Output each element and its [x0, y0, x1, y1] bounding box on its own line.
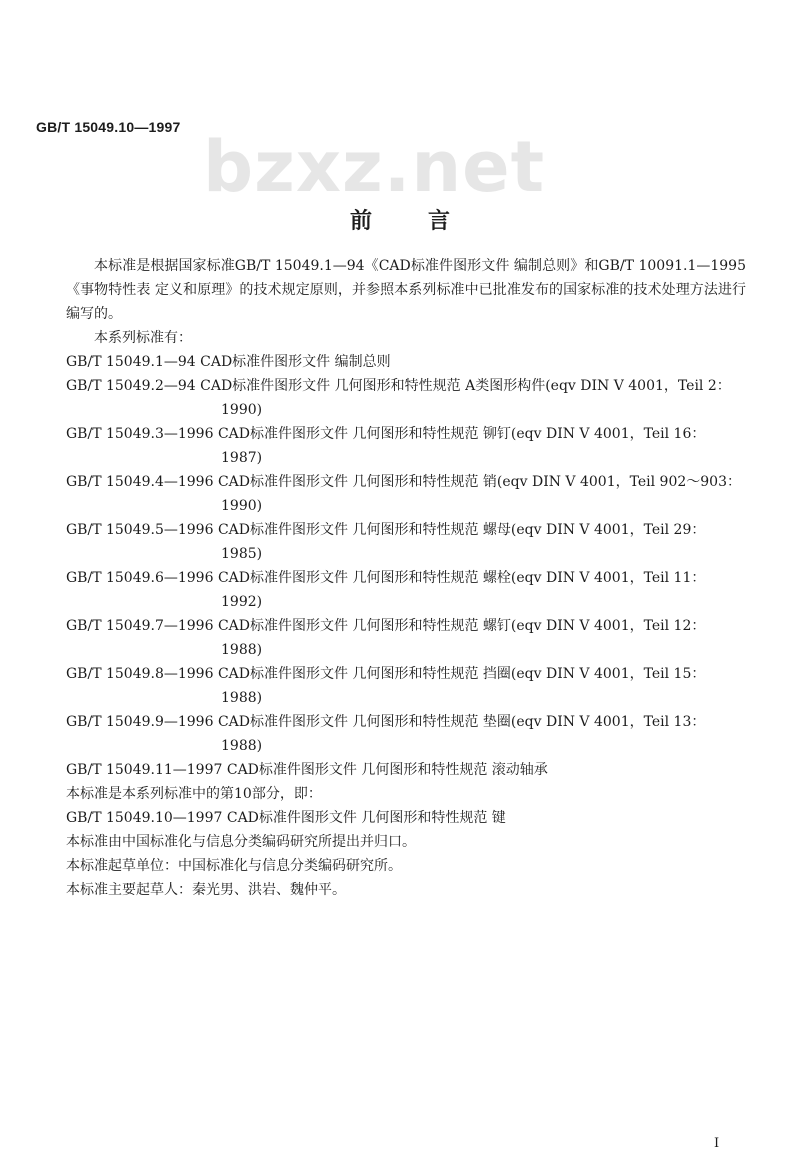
series-intro: 本系列标准有： [94, 330, 192, 346]
proposer-statement: 本标准由中国标准化与信息分类编码研究所提出并归口。 [66, 834, 416, 850]
intro-paragraph: 本标准是根据国家标准GB/T 15049.1—94《CAD标准件图形文件 编制总则》和GB/T 10091.1—1995《事物特性表 定义和原理》的技术规定原则，并参照本系列标准中已批准发布的国家标准的技术处理方法进行编写的。 [66, 258, 746, 322]
foreword-body [66, 254, 746, 902]
series-item: GB/T 15049.6—1996 CAD标准件图形文件 几何图形和特性规范 螺栓(eqv DIN V 4001，Teil 11：1992) [66, 570, 706, 610]
this-part: GB/T 15049.10—1997 CAD标准件图形文件 几何图形和特性规范 键 [66, 810, 506, 826]
standard-code-header: GB/T 15049.10—1997 [36, 119, 181, 135]
page-title: 前言 [349, 209, 506, 234]
series-item: GB/T 15049.1—94 CAD标准件图形文件 编制总则 [66, 354, 391, 370]
drafters-statement: 本标准主要起草人：秦光男、洪岩、魏仲平。 [66, 882, 346, 898]
series-item: GB/T 15049.9—1996 CAD标准件图形文件 几何图形和特性规范 垫圈(eqv DIN V 4001，Teil 13：1988) [66, 714, 706, 754]
part-intro: 本标准是本系列标准中的第10部分，即： [66, 786, 322, 802]
series-item: GB/T 15049.11—1997 CAD标准件图形文件 几何图形和特性规范 滚动轴承 [66, 762, 548, 778]
series-item: GB/T 15049.7—1996 CAD标准件图形文件 几何图形和特性规范 螺钉(eqv DIN V 4001，Teil 12：1988) [66, 618, 706, 658]
series-item: GB/T 15049.4—1996 CAD标准件图形文件 几何图形和特性规范 销(eqv DIN V 4001，Teil 902～903：1990) [66, 474, 741, 514]
series-item: GB/T 15049.2—94 CAD标准件图形文件 几何图形和特性规范 A类图形构件(eqv DIN V 4001，Teil 2：1990) [66, 378, 731, 418]
drafter-unit-statement: 本标准起草单位：中国标准化与信息分类编码研究所。 [66, 858, 402, 874]
series-item: GB/T 15049.5—1996 CAD标准件图形文件 几何图形和特性规范 螺母(eqv DIN V 4001，Teil 29：1985) [66, 522, 706, 562]
watermark: bzxz.net [203, 126, 546, 208]
series-item: GB/T 15049.3—1996 CAD标准件图形文件 几何图形和特性规范 铆钉(eqv DIN V 4001，Teil 16：1987) [66, 426, 706, 466]
series-item: GB/T 15049.8—1996 CAD标准件图形文件 几何图形和特性规范 挡圈(eqv DIN V 4001，Teil 15：1988) [66, 666, 706, 706]
series-list [66, 350, 746, 782]
page-number: I [714, 1136, 720, 1151]
